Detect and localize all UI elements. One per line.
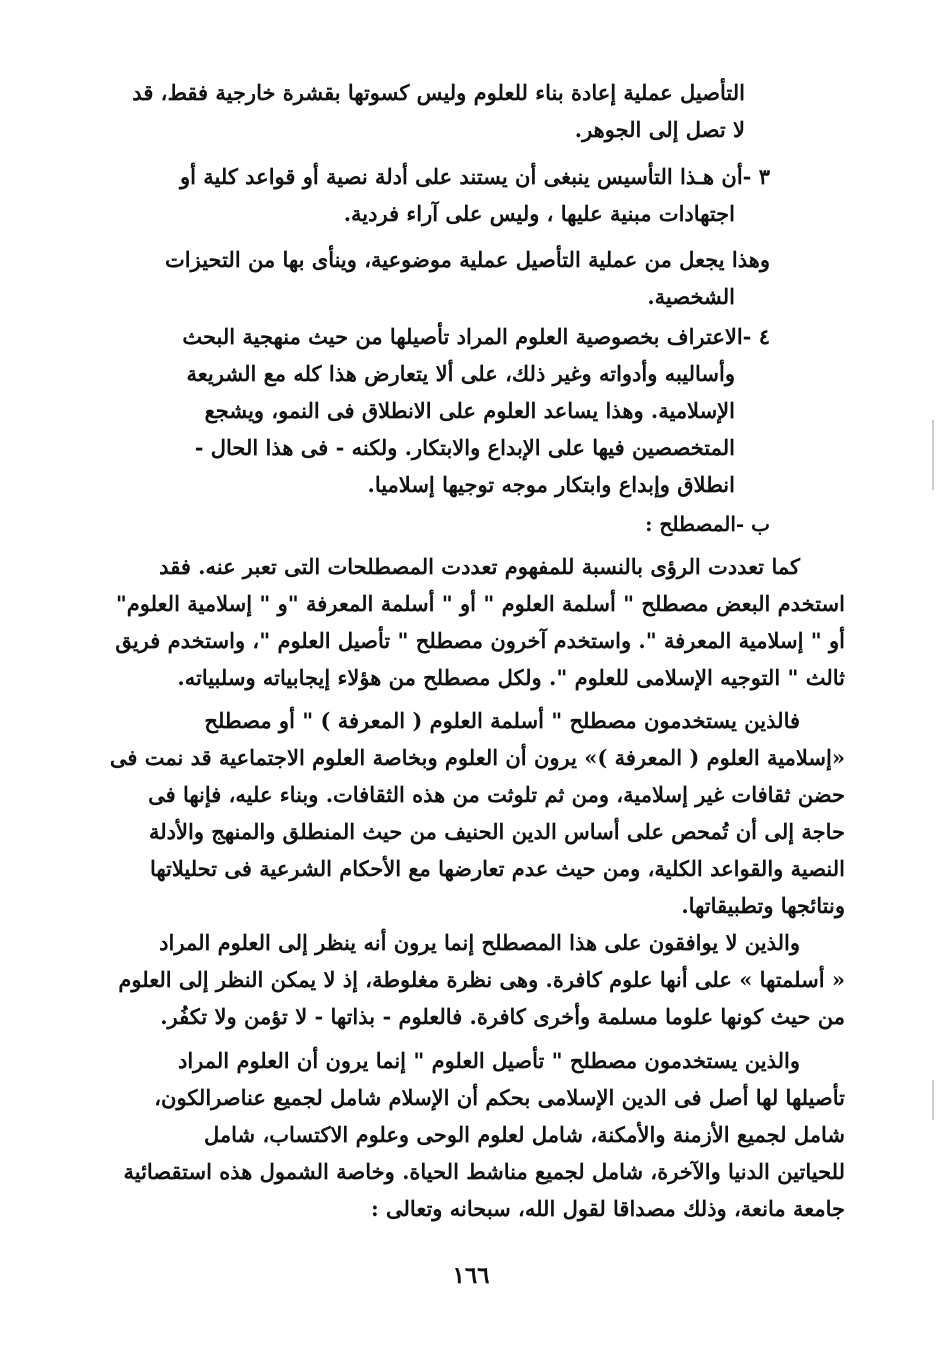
heading-text: ب -المصطلح : (645, 512, 770, 536)
list-item-3 (105, 158, 770, 232)
text-line: من حيث كونها علوما مسلمة وأخرى كافرة. فالعلوم - بذاتها - لا تؤمن ولا تكفُر. (160, 1004, 845, 1029)
text-line: المتخصصين فيها على الإبداع والابتكار. ولكنه - فى هذا الحال - (194, 435, 735, 460)
text-line: أو " إسلامية المعرفة ". واستخدم آخرون مصطلح " تأصيل العلوم "، واستخدم فريق (115, 628, 845, 653)
text-line: « أسلمتها » على أنها علوم كافرة. وهى نظرة مغلوطة، إذ لا يمكن النظر إلى العلوم (118, 967, 845, 992)
section-heading (105, 506, 770, 543)
text-line: والذين يستخدمون مصطلح " تأصيل العلوم " إنما يرون أن العلوم المراد (177, 1048, 800, 1073)
text-line: حضن ثقافات غير إسلامية، ومن ثم تلوثت من هذه الثقافات. وبناء عليه، فإنها فى (148, 782, 845, 807)
text-line: فالذين يستخدمون مصطلح " أسلمة العلوم ( المعرفة ) " أو مصطلح (204, 708, 800, 733)
text-line: تأصيلها لها أصل فى الدين الإسلامى بحكم أن الإسلام شامل لجميع عناصرالكون، (154, 1085, 845, 1110)
paragraph-4 (105, 1042, 845, 1227)
text-line: الشخصية. (647, 284, 735, 309)
text-line: ٣ -أن هـذا التأسيس ينبغى أن يستند على أدلة نصية أو قواعد كلية أو (180, 164, 770, 189)
text-line: ثالث " التوجيه الإسلامى للعلوم ". ولكل مصطلح من هؤلاء إيجابياته وسلبياته. (177, 665, 845, 690)
text-line: الإسلامية. وهذا يساعد العلوم على الانطلاق فى النمو، ويشجع (204, 398, 735, 423)
scan-edge-mark (932, 420, 934, 490)
paragraph-3 (105, 924, 845, 1035)
text-line: وأساليبه وأدواته وغير ذلك، على ألا يتعارض هذا كله مع الشريعة (186, 361, 735, 386)
text-line: لا تصل إلى الجوهر. (574, 117, 745, 142)
text-line: للحياتين الدنيا والآخرة، شامل لجميع مناشط الحياة. وخاصة الشمول هذه استقصائية (123, 1159, 845, 1184)
text-line: وهذا يجعل من عملية التأصيل عملية موضوعية، وينأى بها من التحيزات (165, 247, 770, 272)
continuation-paragraph (105, 74, 745, 148)
text-line: كما تعددت الرؤى بالنسبة للمفهوم تعددت المصطلحات التى تعبر عنه. فقد (159, 554, 800, 579)
paragraph-1 (105, 548, 845, 696)
text-line: ٤ -الاعتراف بخصوصية العلوم المراد تأصيلها من حيث منهجية البحث (182, 324, 770, 349)
paragraph-2 (105, 702, 845, 924)
text-line: «إسلامية العلوم ( المعرفة )» يرون أن العلوم وبخاصة العلوم الاجتماعية قد نمت فى (109, 745, 845, 770)
scan-edge-mark (932, 1080, 934, 1120)
text-line: جامعة مانعة، وذلك مصداقا لقول الله، سبحانه وتعالى : (370, 1196, 845, 1221)
text-line: شامل لجميع الأزمنة والأمكنة، شامل لعلوم الوحى وعلوم الاكتساب، شامل (203, 1122, 845, 1147)
text-line: النصية والقواعد الكلية، ومن حيث عدم تعارضها مع الأحكام الشرعية فى تحليلاتها (149, 856, 845, 881)
list-item-3-note (105, 241, 770, 315)
text-line: اجتهادات مبنية عليها ، وليس على آراء فردية. (343, 201, 735, 226)
text-line: والذين لا يوافقون على هذا المصطلح إنما يرون أنه ينظر إلى العلوم المراد (159, 930, 800, 955)
text-line: التأصيل عملية إعادة بناء للعلوم وليس كسوتها بقشرة خارجية فقط، قد (132, 80, 745, 105)
text-line: ونتائجها وتطبيقاتها. (681, 893, 845, 918)
list-item-4 (105, 318, 770, 503)
page-number: ١٦٦ (452, 1262, 490, 1289)
text-line: حاجة إلى أن تُمحص على أساس الدين الحنيف من حيث المنطلق والمنهج والأدلة (149, 819, 845, 844)
text-line: استخدم البعض مصطلح " أسلمة العلوم " أو " أسلمة المعرفة "و " إسلامية العلوم" (115, 591, 845, 616)
text-line: انطلاق وإبداع وابتكار موجه توجيها إسلاميا. (367, 472, 735, 497)
